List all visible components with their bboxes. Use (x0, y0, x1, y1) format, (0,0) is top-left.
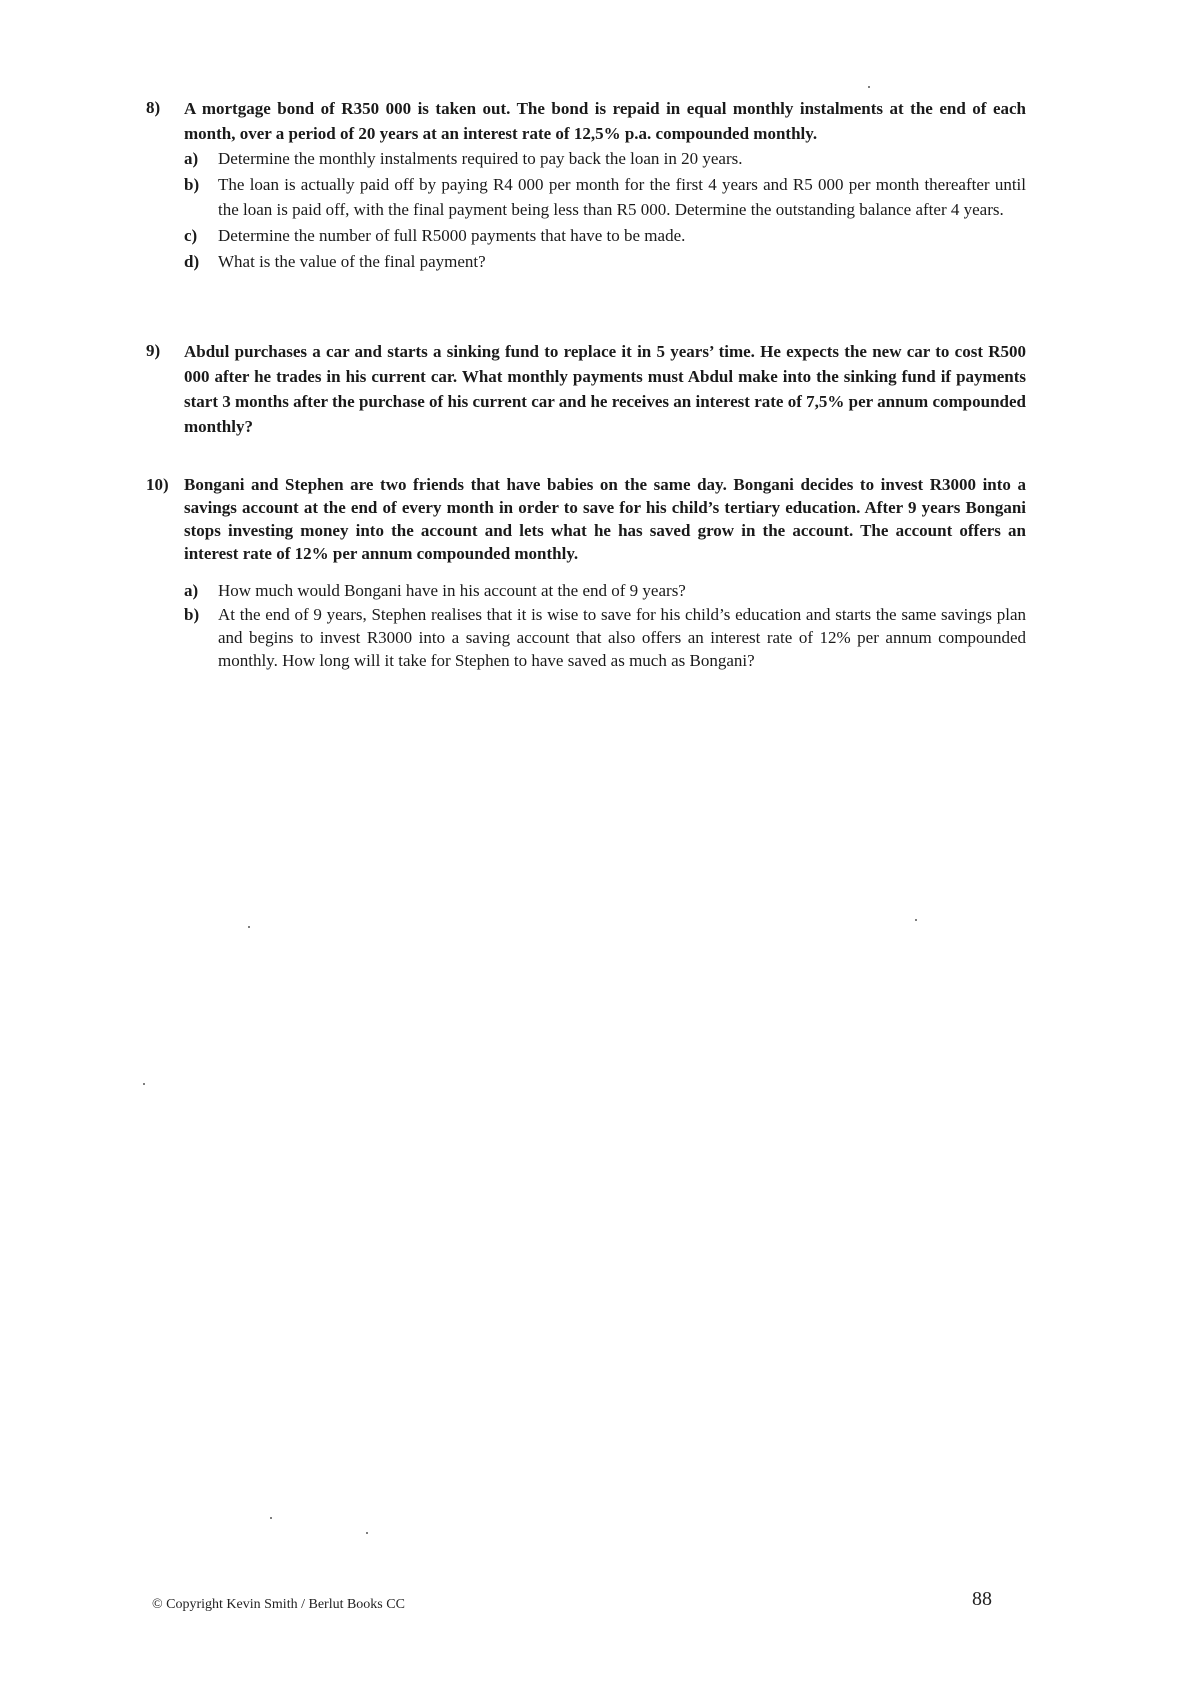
question-parts (184, 579, 1026, 672)
question-number: 9) (146, 341, 161, 360)
scan-speck (143, 1083, 145, 1085)
part-label: b) (184, 175, 200, 194)
part-text: Determine the number of full R5000 payments that have to be made. (218, 226, 686, 245)
page-number: 88 (972, 1588, 992, 1610)
part-text: What is the value of the final payment? (218, 252, 486, 271)
question-parts (184, 146, 1026, 274)
question-part (184, 603, 1026, 672)
part-text: How much would Bongani have in his account at the end of 9 years? (218, 581, 686, 600)
scan-speck (270, 1517, 272, 1519)
part-label: a) (184, 149, 199, 168)
question-stem: Abdul purchases a car and starts a sinking fund to replace it in 5 years’ time. He expects the new car to cost R500 000 after he trades in his current car. What monthly payments must Abdul make into the sinking fund if payments start 3 months after the purchase of his current car and he receives an interest rate of 7,5% per annum compounded monthly? (184, 342, 1026, 436)
part-text: Determine the monthly instalments required to pay back the loan in 20 years. (218, 149, 743, 168)
question-part (184, 579, 1026, 602)
question-9 (146, 339, 1026, 439)
question-stem: A mortgage bond of R350 000 is taken out. The bond is repaid in equal monthly instalments at the end of each month, over a period of 20 years at an interest rate of 12,5% p.a. compounded monthly. (184, 99, 1026, 143)
question-part (184, 146, 1026, 171)
question-8 (146, 96, 1026, 274)
question-part (184, 172, 1026, 222)
scan-speck (366, 1532, 368, 1534)
question-stem: Bongani and Stephen are two friends that have babies on the same day. Bongani decides to invest R3000 into a savings account at the end of every month in order to save for his child’s tertiary education. After 9 years Bongani stops investing money into the account and lets what he has saved grow in the account. The account offers an interest rate of 12% per annum compounded monthly. (184, 475, 1026, 563)
question-number: 10) (146, 475, 169, 494)
part-label: a) (184, 581, 199, 600)
question-part (184, 223, 1026, 248)
question-part (184, 249, 1026, 274)
scan-speck (915, 919, 917, 921)
part-text: At the end of 9 years, Stephen realises that it is wise to save for his child’s education and starts the same savings plan and begins to invest R3000 into a saving account that also offers an interest rate of 12% per annum compounded monthly. How long will it take for Stephen to have saved as much as Bongani? (218, 605, 1026, 670)
question-number: 8) (146, 98, 161, 117)
part-label: b) (184, 605, 200, 624)
scan-speck (868, 86, 870, 88)
footer-copyright: © Copyright Kevin Smith / Berlut Books CC (152, 1597, 405, 1612)
part-label: c) (184, 226, 198, 245)
question-10 (146, 473, 1026, 672)
part-label: d) (184, 252, 200, 271)
scan-speck (248, 926, 250, 928)
part-text: The loan is actually paid off by paying R4 000 per month for the first 4 years and R5 000 per month thereafter until the loan is paid off, with the final payment being less than R5 000. Determine the outstanding balance after 4 years. (218, 175, 1026, 219)
